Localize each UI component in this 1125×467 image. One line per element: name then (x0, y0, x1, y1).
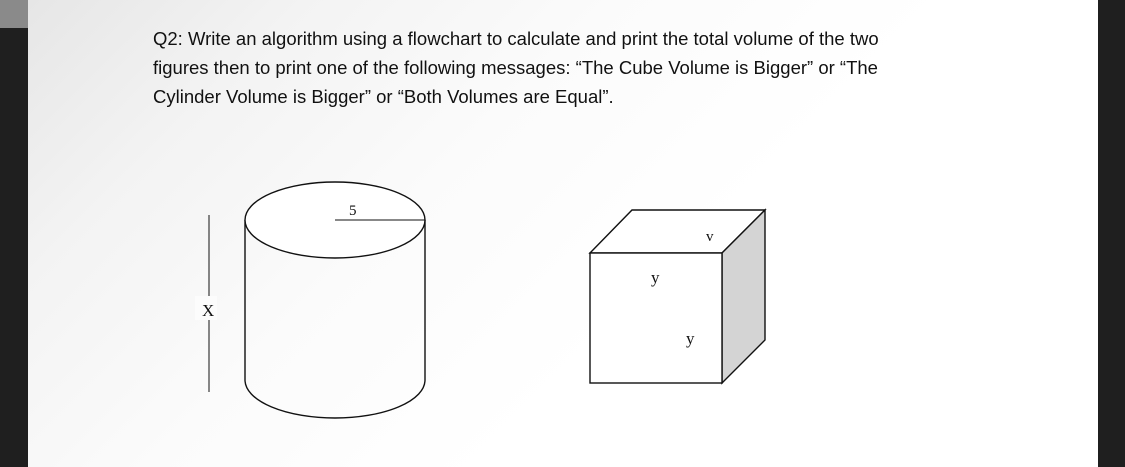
cube-side-label: y (686, 329, 695, 348)
question-line-1: Q2: Write an algorithm using a flowchart to calculate and print the total volume of the two (153, 28, 879, 49)
cube-top-label: v (706, 229, 714, 245)
cylinder-bottom-edge (245, 380, 425, 418)
cylinder-height-label: X (202, 301, 215, 320)
cylinder-figure (209, 182, 425, 418)
cube-figure (590, 210, 765, 383)
question-line-3: Cylinder Volume is Bigger” or “Both Volumes are Equal”. (153, 86, 614, 107)
question-line-2: figures then to print one of the following messages: “The Cube Volume is Bigger” or “The (153, 57, 878, 78)
cube-front-label: y (651, 268, 660, 287)
cylinder-radius-label: 5 (349, 203, 357, 219)
